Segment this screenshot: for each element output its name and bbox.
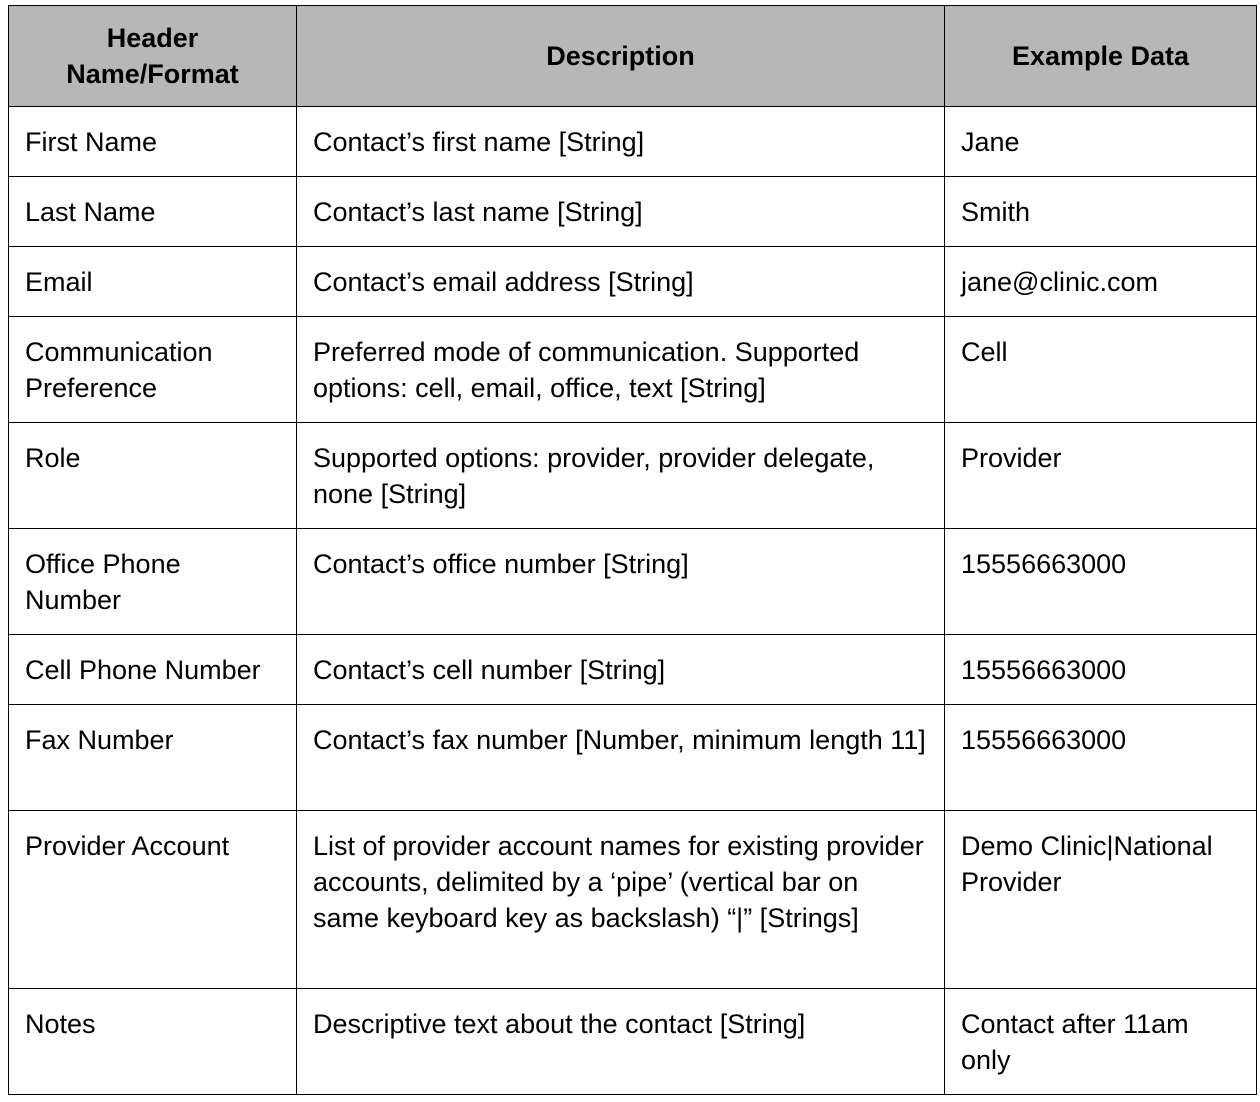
field-name-cell: Provider Account bbox=[9, 811, 297, 989]
table-row bbox=[9, 317, 1257, 423]
field-example-cell: Smith bbox=[945, 177, 1257, 247]
table-row bbox=[9, 989, 1257, 1095]
table-row bbox=[9, 423, 1257, 529]
field-description-cell: Contact’s cell number [String] bbox=[297, 635, 945, 705]
header-description: Description bbox=[297, 6, 945, 107]
field-description-cell: Contact’s fax number [Number, minimum length 11] bbox=[297, 705, 945, 811]
table-row bbox=[9, 177, 1257, 247]
table-row bbox=[9, 247, 1257, 317]
field-name-cell: First Name bbox=[9, 107, 297, 177]
field-description-cell: Supported options: provider, provider delegate, none [String] bbox=[297, 423, 945, 529]
field-name-cell: Office Phone Number bbox=[9, 529, 297, 635]
field-description-cell: Contact’s last name [String] bbox=[297, 177, 945, 247]
field-example-cell: Jane bbox=[945, 107, 1257, 177]
field-name-cell: Last Name bbox=[9, 177, 297, 247]
header-row bbox=[9, 6, 1257, 107]
field-description-cell: Preferred mode of communication. Supported options: cell, email, office, text [String] bbox=[297, 317, 945, 423]
field-spec-table bbox=[8, 5, 1257, 1095]
field-name-cell: Communication Preference bbox=[9, 317, 297, 423]
header-example-data: Example Data bbox=[945, 6, 1257, 107]
field-example-cell: 15556663000 bbox=[945, 635, 1257, 705]
table-row bbox=[9, 705, 1257, 811]
field-example-cell: Provider bbox=[945, 423, 1257, 529]
field-description-cell: Descriptive text about the contact [String] bbox=[297, 989, 945, 1095]
field-example-cell: jane@clinic.com bbox=[945, 247, 1257, 317]
header-name-format: Header Name/Format bbox=[9, 6, 297, 107]
table-row bbox=[9, 635, 1257, 705]
table-row bbox=[9, 529, 1257, 635]
field-name-cell: Cell Phone Number bbox=[9, 635, 297, 705]
field-name-cell: Email bbox=[9, 247, 297, 317]
field-name-cell: Fax Number bbox=[9, 705, 297, 811]
field-example-cell: 15556663000 bbox=[945, 529, 1257, 635]
field-example-cell: 15556663000 bbox=[945, 705, 1257, 811]
table-row bbox=[9, 107, 1257, 177]
table-row bbox=[9, 811, 1257, 989]
field-description-cell: Contact’s email address [String] bbox=[297, 247, 945, 317]
field-name-cell: Notes bbox=[9, 989, 297, 1095]
field-description-cell: List of provider account names for existing provider accounts, delimited by a ‘pipe’ (vertical bar on same keyboard key as backslash) “|” [Strings] bbox=[297, 811, 945, 989]
field-example-cell: Cell bbox=[945, 317, 1257, 423]
field-example-cell: Demo Clinic|National Provider bbox=[945, 811, 1257, 989]
field-example-cell: Contact after 11am only bbox=[945, 989, 1257, 1095]
field-name-cell: Role bbox=[9, 423, 297, 529]
field-description-cell: Contact’s office number [String] bbox=[297, 529, 945, 635]
field-description-cell: Contact’s first name [String] bbox=[297, 107, 945, 177]
